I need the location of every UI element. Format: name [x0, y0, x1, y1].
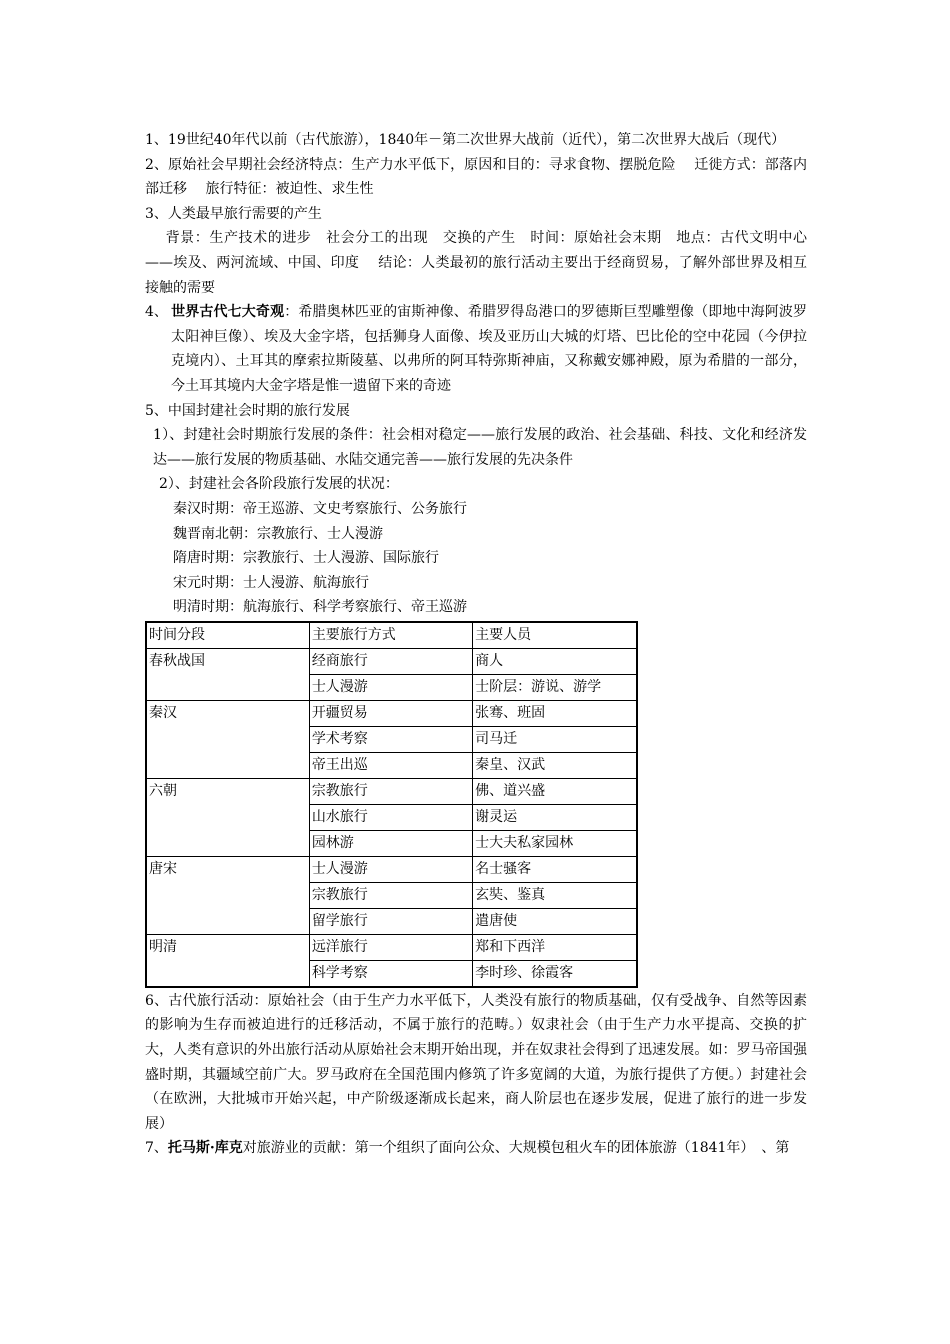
mode-cell: 开疆贸易: [309, 700, 472, 726]
mode-cell: 帝王出巡: [309, 752, 472, 778]
mode-cell: 经商旅行: [309, 648, 472, 674]
people-cell: 郑和下西洋: [473, 934, 637, 960]
paragraph-6: 6、古代旅行活动：原始社会（由于生产力水平低下，人类没有旅行的物质基础，仅有受战争、自然等因素的影响为生存而被迫进行的迁移活动，不属于旅行的范畴。）奴隶社会（由于生产力水平提高、交换的扩大，人类有意识的外出旅行活动从原始社会末期开始出现，并在奴隶社会得到了迅速发展。如：罗马帝国强盛时期，其疆域空前广大。罗马政府在全国范围内修筑了许多宽阔的大道，为旅行提供了方便。）封建社会（在欧洲，大批城市开始兴起，中产阶级逐渐成长起来，商人阶层也在逐步发展，促进了旅行的进一步发展）: [145, 992, 807, 1132]
table-row: [146, 648, 637, 674]
paragraph-1: 1、19世纪40年代以前（古代旅游），1840年－第二次世界大战前（近代），第二次世界大战后（现代）: [145, 132, 786, 148]
era-suitang: 隋唐时期：宗教旅行、士人漫游、国际旅行: [173, 550, 439, 567]
people-cell: 司马迁: [473, 726, 637, 752]
mode-cell: 留学旅行: [309, 908, 472, 934]
people-cell: 士大夫私家园林: [473, 830, 637, 856]
mode-cell: 士人漫游: [309, 674, 472, 700]
paragraph-5-2: 2）、封建社会各阶段旅行发展的状况：: [159, 476, 399, 493]
travel-table: [145, 621, 638, 988]
header-mode: 主要旅行方式: [309, 622, 472, 649]
paragraph-5: 5、中国封建社会时期的旅行发展: [145, 402, 350, 419]
item-number: 7、: [145, 1140, 168, 1157]
people-cell: 秦皇、汉武: [473, 752, 637, 778]
table-row: [146, 856, 637, 882]
era-qinhan: 秦汉时期：帝王巡游、文史考察旅行、公务旅行: [173, 500, 467, 517]
period-cell: 六朝: [146, 778, 309, 856]
cook-text: 对旅游业的贡献：第一个组织了面向公众、大规模包租火车的团体旅游（1841年） 、第: [242, 1140, 790, 1157]
paragraph-3-background: [145, 226, 807, 300]
mode-cell: 士人漫游: [309, 856, 472, 882]
era-weijin: 魏晋南北朝：宗教旅行、士人漫游: [173, 525, 383, 542]
era-mingqing: 明清时期：航海旅行、科学考察旅行、帝王巡游: [173, 599, 467, 616]
table-row: [146, 700, 637, 726]
people-cell: 佛、道兴盛: [473, 778, 637, 804]
period-cell: 秦汉: [146, 700, 309, 778]
table-row: [146, 778, 637, 804]
paragraph-2: 2、原始社会早期社会经济特点：生产力水平低下，原因和目的：寻求食物、摆脱危险 迁徙方式：部落内部迁移 旅行特征：被迫性、求生性: [145, 156, 807, 198]
mode-cell: 宗教旅行: [309, 882, 472, 908]
mode-cell: 学术考察: [309, 726, 472, 752]
wonders-text: ：希腊奥林匹亚的宙斯神像、希腊罗得岛港口的罗德斯巨型雕塑像（即地中海阿波罗太阳神巨像）、埃及大金字塔，包括狮身人面像、埃及亚历山大城的灯塔、巴比伦的空中花园（今伊拉克境内）、土耳其的摩索拉斯陵墓、以弗所的阿耳特弥斯神庙，又称戴安娜神殿，原为希腊的一部分，今土耳其境内大金字塔是惟一遗留下来的奇迹: [171, 304, 808, 394]
people-cell: 商人: [473, 648, 637, 674]
mode-cell: 科学考察: [309, 960, 472, 987]
mode-cell: 园林游: [309, 830, 472, 856]
people-cell: 士阶层：游说、游学: [473, 674, 637, 700]
people-cell: 张骞、班固: [473, 700, 637, 726]
header-people: 主要人员: [473, 622, 637, 649]
document-page: [145, 128, 807, 1161]
mode-cell: 山水旅行: [309, 804, 472, 830]
mode-cell: 远洋旅行: [309, 934, 472, 960]
people-cell: 谢灵运: [473, 804, 637, 830]
people-cell: 名士骚客: [473, 856, 637, 882]
period-cell: 春秋战国: [146, 648, 309, 700]
mode-cell: 宗教旅行: [309, 778, 472, 804]
era-songyuan: 宋元时期：士人漫游、航海旅行: [173, 574, 369, 591]
wonders-title: 世界古代七大奇观: [171, 304, 285, 321]
cook-title: 托马斯·库克: [167, 1140, 243, 1157]
period-cell: 唐宋: [146, 856, 309, 934]
people-cell: 玄奘、鉴真: [473, 882, 637, 908]
table-row: [146, 934, 637, 960]
table-header-row: [146, 622, 637, 649]
paragraph-5-1: 1）、封建社会时期旅行发展的条件：社会相对稳定——旅行发展的政治、社会基础、科技、文化和经济发达——旅行发展的物质基础、水陆交通完善——旅行发展的先决条件: [153, 427, 807, 468]
paragraph-4: [145, 300, 807, 398]
paragraph-3: 3、人类最早旅行需要的产生: [145, 205, 322, 222]
item-number: 4、: [145, 304, 168, 321]
people-cell: 李时珍、徐霞客: [473, 960, 637, 987]
background-text: 背景：生产技术的进步 社会分工的出现 交换的产生 时间：原始社会末期 地点：古代文明中心——埃及、两河流域、中国、印度 结论：人类最初的旅行活动主要出于经商贸易，了解外部世界及相互接触的需要: [145, 230, 807, 296]
period-cell: 明清: [146, 934, 309, 987]
people-cell: 遣唐使: [473, 908, 637, 934]
paragraph-7: [145, 1136, 807, 1161]
header-period: 时间分段: [146, 622, 309, 649]
